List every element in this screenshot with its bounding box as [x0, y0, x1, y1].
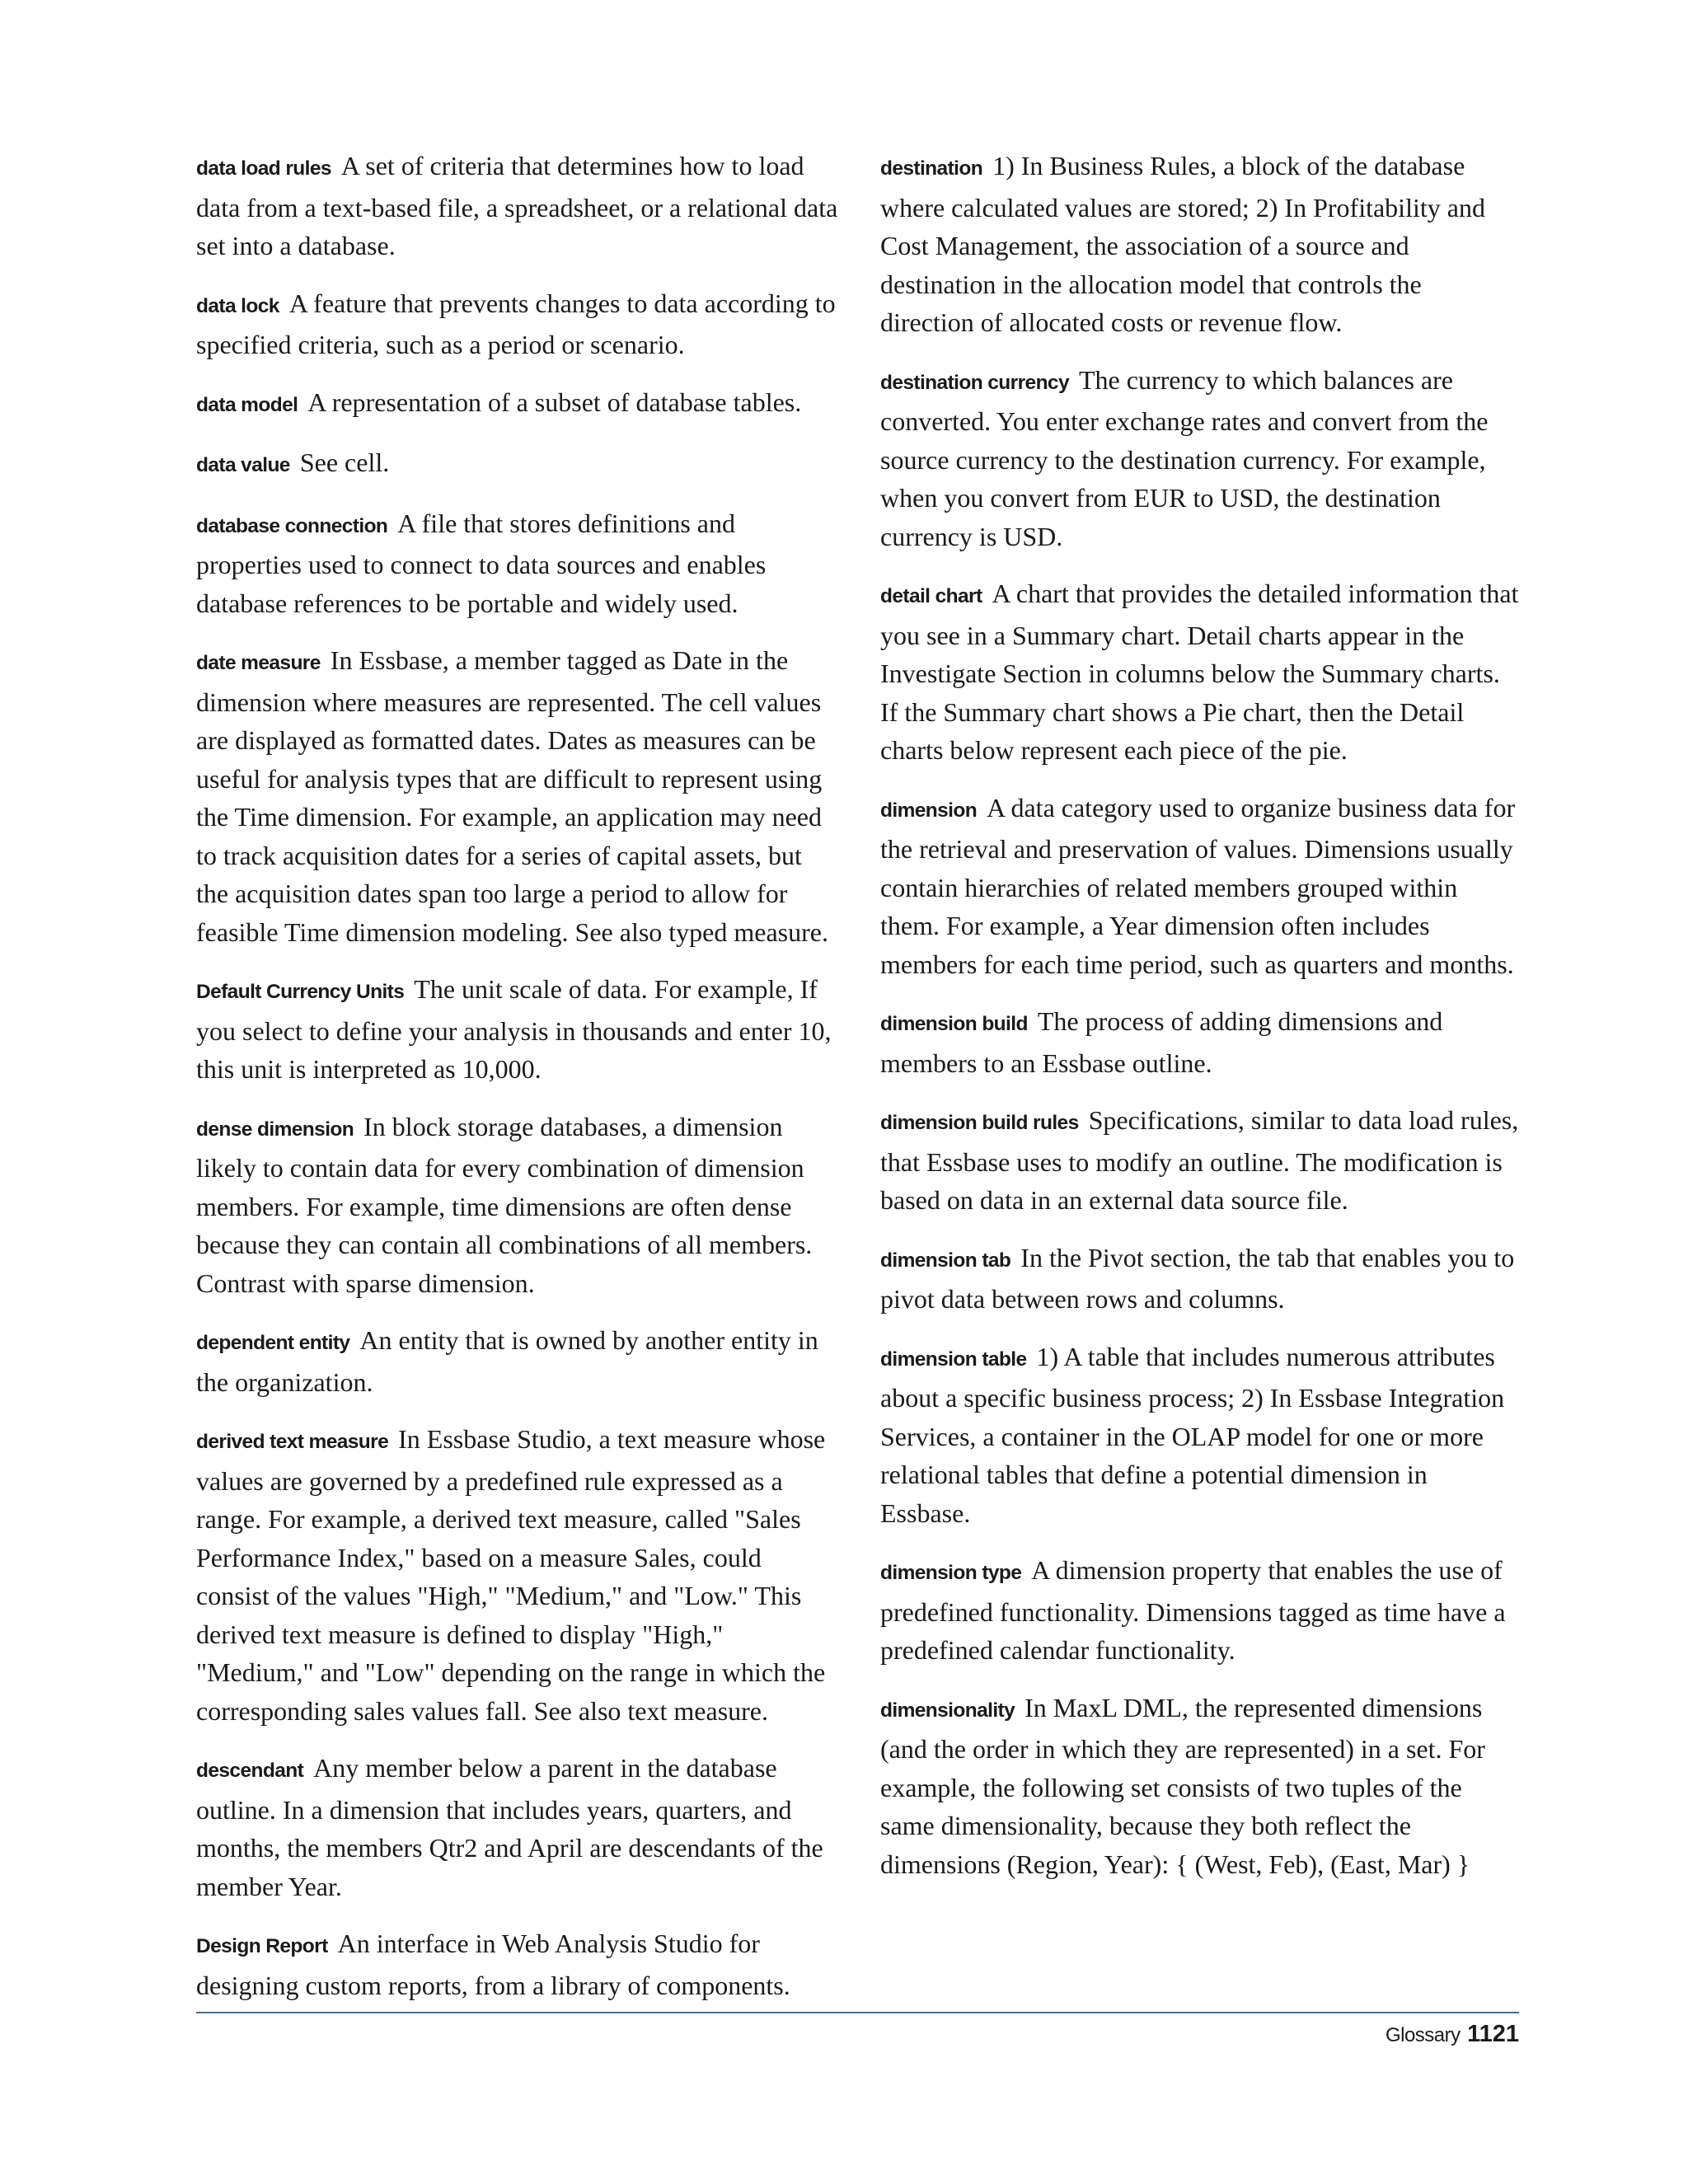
page-footer — [1386, 2021, 1519, 2048]
glossary-definition: The process of adding dimensions and members to an Essbase outline. — [880, 1006, 1443, 1078]
glossary-definition: A file that stores definitions and properties used to connect to data sources and enables database references to be portable and widely used. — [196, 508, 767, 618]
glossary-term: dimension build rules — [880, 1112, 1079, 1134]
glossary-term: destination currency — [880, 371, 1069, 394]
glossary-definition: In Essbase, a member tagged as Date in the dimension where measures are represented. The cell values are displayed as formatted dates. Dates as measures can be useful for analysis types that are difficult to represent using the Time dimension. For example, an application may need to track acquisition dates for a series of capital assets, but the acquisition dates span too large a period to allow for feasible Time dimension modeling. See also typed measure. — [196, 645, 828, 947]
glossary-definition: The currency to which balances are converted. You enter exchange rates and convert from the source currency to the destination currency. For example, when you convert from EUR to USD, the destination currency is USD. — [880, 364, 1489, 551]
glossary-definition: 1) In Business Rules, a block of the database where calculated values are stored; 2) In Profitability and Cost Management, the association of a source and destination in the allocation model that controls the direction of allocated costs or revenue flow. — [880, 151, 1485, 337]
glossary-entry — [880, 1239, 1519, 1319]
glossary-definition: A representation of a subset of database tables. — [307, 387, 802, 417]
glossary-term: data lock — [196, 294, 279, 317]
glossary-entry — [196, 1108, 839, 1303]
glossary-term: Default Currency Units — [196, 981, 405, 1003]
glossary-term: detail chart — [880, 585, 982, 607]
footer-section-label: Glossary — [1385, 2024, 1461, 2046]
glossary-definition: In the Pivot section, the tab that enables you to pivot data between rows and columns. — [880, 1242, 1515, 1314]
glossary-definition: A dimension property that enables the use of predefined functionality. Dimensions tagged as time have a predefined calendar functionality. — [880, 1555, 1506, 1665]
glossary-definition: In block storage databases, a dimension likely to contain data for every combination of dimension members. For example, time dimensions are often dense because they can contain all combinations of all members. Contrast with sparse dimension. — [196, 1111, 813, 1298]
glossary-term: data load rules — [196, 157, 331, 180]
glossary-term: dimension table — [880, 1347, 1027, 1371]
glossary-term: dimensionality — [880, 1699, 1015, 1722]
glossary-entry — [196, 1321, 839, 1401]
glossary-definition: A feature that prevents changes to data according to specified criteria, such as a period or scenario. — [196, 288, 836, 359]
glossary-term: dense dimension — [196, 1118, 354, 1141]
glossary-term: date measure — [196, 652, 321, 674]
glossary-term: dimension tab — [880, 1249, 1011, 1272]
glossary-term: dependent entity — [196, 1332, 350, 1354]
glossary-term: descendant — [196, 1760, 304, 1782]
glossary-definition: The unit scale of data. For example, If you select to define your analysis in thousands and enter 10, this unit is interpreted as 10,000. — [196, 974, 832, 1084]
left-column — [196, 147, 839, 2023]
glossary-entry — [196, 147, 839, 265]
glossary-term: Design Report — [196, 1935, 328, 1957]
glossary-definition: Specifications, similar to data load rules, that Essbase uses to modify an outline. The modification is based on data in an external data source file. — [880, 1105, 1519, 1215]
footer-divider — [196, 2012, 1519, 2013]
glossary-entry — [196, 383, 839, 425]
glossary-entry — [196, 1749, 839, 1905]
glossary-term: data value — [196, 454, 290, 476]
glossary-definition: 1) A table that includes numerous attributes about a specific business process; 2) In Essbase Integration Services, a container in the OLAP model for one or more relational tables that define a potential dimension in Essbase. — [880, 1341, 1505, 1528]
glossary-entry — [196, 970, 839, 1089]
glossary-entry — [880, 147, 1519, 342]
glossary-definition: A chart that provides the detailed information that you see in a Summary chart. Detail charts appear in the Investigate Section in columns below the Summary charts. If the Summary chart shows a Pie chart, then the Detail charts below represent each piece of the pie. — [880, 579, 1519, 765]
glossary-entry — [880, 361, 1519, 556]
glossary-entry — [880, 1338, 1519, 1533]
glossary-definition: In MaxL DML, the represented dimensions (and the order in which they are represented) in a set. For example, the following set consists of two tuples of the same dimensionality, because they both reflect the dimensions (Region, Year): { (West, Feb), (East, Mar) } — [880, 1692, 1485, 1879]
glossary-entry — [196, 504, 839, 623]
glossary-definition: Any member below a parent in the database outline. In a dimension that includes years, quarters, and months, the members Qtr2 and April are descendants of the member Year. — [196, 1753, 823, 1901]
glossary-term: destination — [880, 157, 983, 180]
glossary-definition: An entity that is owned by another entity in the organization. — [196, 1325, 818, 1397]
glossary-definition: An interface in Web Analysis Studio for designing custom reports, from a library of components. — [196, 1929, 790, 2000]
glossary-entry — [196, 1924, 839, 2004]
glossary-definition: In Essbase Studio, a text measure whose values are governed by a predefined rule expressed as a range. For example, a derived text measure, called "Sales Performance Index," based on a measure Sales, could consist of the values "High," "Medium," and "Low." This derived text measure is defined to display "High," "Medium," and "Low" depending on the range in which the corresponding sales values fall. See also text measure. — [196, 1424, 826, 1726]
right-column — [880, 147, 1519, 1902]
glossary-entry — [880, 1002, 1519, 1082]
glossary-term: dimension build — [880, 1013, 1028, 1035]
glossary-definition: A data category used to organize business data for the retrieval and preservation of values. Dimensions usually contain hierarchies of related members grouped within them. For example, a Year dimension often includes members for each time period, such as quarters and months. — [880, 792, 1516, 979]
glossary-entry — [880, 574, 1519, 770]
glossary-entry — [880, 1551, 1519, 1670]
glossary-entry — [196, 284, 839, 364]
glossary-entry — [196, 1420, 839, 1730]
glossary-definition: See cell. — [299, 448, 390, 477]
glossary-entry — [880, 789, 1519, 984]
glossary-entry — [880, 1689, 1519, 1884]
glossary-entry — [196, 443, 839, 485]
glossary-term: database connection — [196, 514, 388, 537]
glossary-entry — [196, 641, 839, 951]
glossary-entry — [880, 1101, 1519, 1220]
page-number: 1121 — [1467, 2021, 1519, 2047]
glossary-term: dimension type — [880, 1562, 1022, 1584]
glossary-term: dimension — [880, 799, 978, 822]
glossary-term: derived text measure — [196, 1431, 389, 1453]
glossary-definition: A set of criteria that determines how to load data from a text-based file, a spreadsheet, or a relational data set into a database. — [196, 151, 838, 260]
glossary-term: data model — [196, 393, 298, 416]
